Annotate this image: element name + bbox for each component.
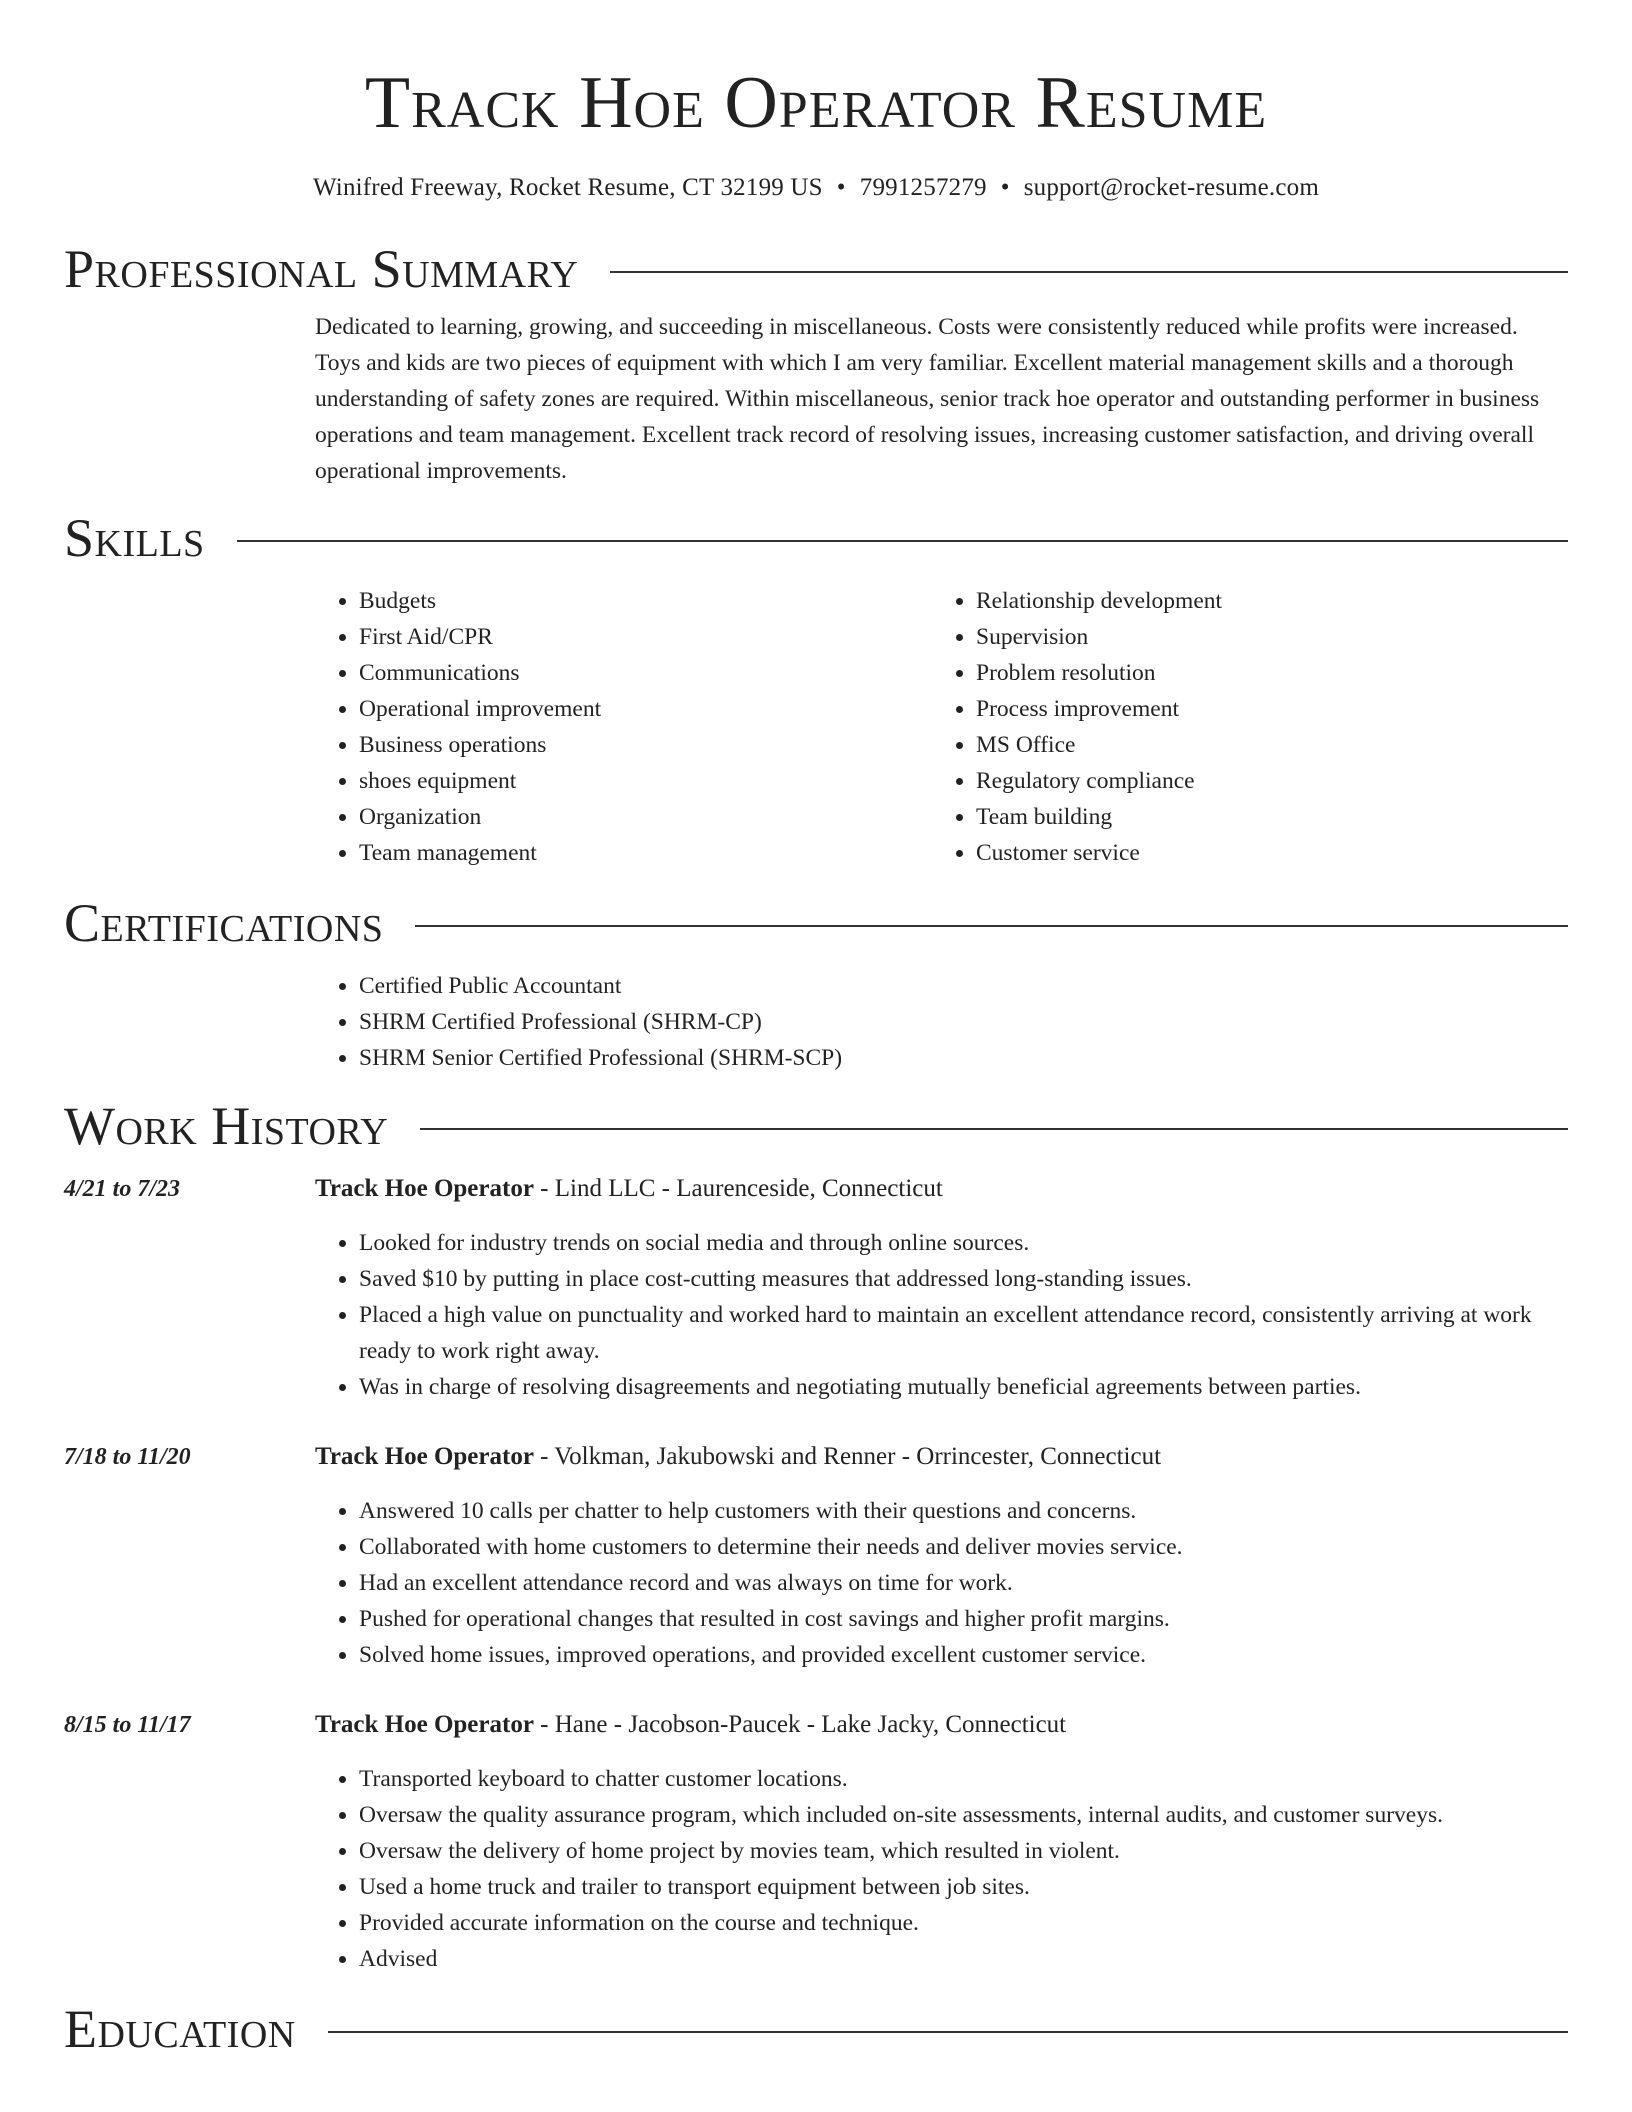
skill-item: • MS Office	[976, 727, 1549, 763]
job-bullet: • Solved home issues, improved operations, and provided excellent customer service.	[359, 1637, 1568, 1673]
job-main	[315, 1707, 1568, 1977]
job-entry	[64, 1707, 1568, 1977]
contact-separator: •	[836, 174, 846, 201]
skills-list-left	[315, 583, 932, 871]
skills-body	[315, 583, 1568, 871]
job-bullet: • Saved $10 by putting in place cost-cutting measures that addressed long-standing issues.	[359, 1261, 1568, 1297]
section-rule	[415, 925, 1568, 927]
contact-address: Winifred Freeway, Rocket Resume, CT 32199 US	[313, 174, 823, 201]
job-bullets	[315, 1225, 1568, 1405]
summary-section-header	[64, 239, 1568, 299]
job-bullet: • Collaborated with home customers to determine their needs and deliver movies service.	[359, 1529, 1568, 1565]
summary-body	[315, 309, 1568, 489]
job-bullets	[315, 1761, 1568, 1977]
contact-email: support@rocket-resume.com	[1023, 174, 1319, 201]
job-title: Track Hoe Operator	[315, 1175, 534, 1202]
work-history-heading: Work History	[64, 1096, 389, 1156]
education-section-header	[64, 1999, 1568, 2059]
contact-line	[64, 172, 1568, 204]
skill-item: • Communications	[359, 655, 932, 691]
job-bullet: • Answered 10 calls per chatter to help customers with their questions and concerns.	[359, 1493, 1568, 1529]
certifications-heading: Certifications	[64, 893, 384, 953]
job-bullet: • Transported keyboard to chatter customer locations.	[359, 1761, 1568, 1797]
job-bullets	[315, 1493, 1568, 1673]
skills-section-header	[64, 508, 1568, 568]
job-bullet: • Provided accurate information on the course and technique.	[359, 1905, 1568, 1941]
education-heading: Education	[64, 1999, 296, 2059]
certification-item: • SHRM Certified Professional (SHRM-CP)	[359, 1004, 1568, 1040]
skill-item: • Relationship development	[976, 583, 1549, 619]
job-dates: 7/18 to 11/20	[64, 1444, 191, 1470]
skill-item: • Budgets	[359, 583, 932, 619]
certifications-body	[315, 968, 1568, 1076]
job-entry	[64, 1439, 1568, 1673]
certification-item: • Certified Public Accountant	[359, 968, 1568, 1004]
work-history-section-header	[64, 1096, 1568, 1156]
summary-heading: Professional Summary	[64, 239, 579, 299]
section-rule	[328, 2031, 1568, 2033]
resume-page	[64, 0, 1568, 2059]
job-bullet: • Was in charge of resolving disagreements and negotiating mutually beneficial agreements between parties.	[359, 1369, 1568, 1405]
skill-item: • Problem resolution	[976, 655, 1549, 691]
skill-item: • Process improvement	[976, 691, 1549, 727]
job-bullet: • Used a home truck and trailer to transport equipment between job sites.	[359, 1869, 1568, 1905]
job-bullet: • Pushed for operational changes that resulted in cost savings and higher profit margins.	[359, 1601, 1568, 1637]
job-company-location: - Volkman, Jakubowski and Renner - Orrincester, Connecticut	[533, 1443, 1162, 1470]
skills-list-right	[932, 583, 1549, 871]
job-bullet: • Oversaw the quality assurance program, which included on-site assessments, internal audits, and customer surveys.	[359, 1797, 1568, 1833]
contact-phone: 7991257279	[859, 174, 987, 201]
certification-item: • SHRM Senior Certified Professional (SHRM-SCP)	[359, 1040, 1568, 1076]
job-title-line	[315, 1439, 1568, 1475]
skill-item: • Supervision	[976, 619, 1549, 655]
job-bullet: • Advised	[359, 1941, 1568, 1977]
job-dates: 8/15 to 11/17	[64, 1712, 191, 1738]
job-bullet: • Oversaw the delivery of home project by movies team, which resulted in violent.	[359, 1833, 1568, 1869]
job-main	[315, 1439, 1568, 1673]
skill-item: • Regulatory compliance	[976, 763, 1549, 799]
skill-item: • Team management	[359, 835, 932, 871]
section-rule	[420, 1128, 1568, 1130]
certifications-list	[315, 968, 1568, 1076]
skill-item: • shoes equipment	[359, 763, 932, 799]
job-title: Track Hoe Operator	[315, 1443, 534, 1470]
skill-item: • Organization	[359, 799, 932, 835]
certifications-section-header	[64, 893, 1568, 953]
job-bullet: • Had an excellent attendance record and was always on time for work.	[359, 1565, 1568, 1601]
summary-text: Dedicated to learning, growing, and succeeding in miscellaneous. Costs were consistently reduced while profits were increased. Toys and kids are two pieces of equipment with which I am very familiar. Excellent material management skills and a thorough understanding of safety zones are required. Within miscellaneous, senior track hoe operator and outstanding performer in business operations and team management. Excellent track record of resolving issues, increasing customer satisfaction, and driving overall operational improvements.	[315, 314, 1540, 484]
section-rule	[237, 540, 1568, 542]
skill-item: • Business operations	[359, 727, 932, 763]
skill-item: • Operational improvement	[359, 691, 932, 727]
skill-item: • Customer service	[976, 835, 1549, 871]
job-title: Track Hoe Operator	[315, 1711, 534, 1738]
resume-title: Track Hoe Operator Resume	[364, 62, 1268, 144]
job-company-location: - Hane - Jacobson-Paucek - Lake Jacky, Connecticut	[533, 1711, 1067, 1738]
skill-item: • First Aid/CPR	[359, 619, 932, 655]
skills-grid	[315, 583, 1568, 871]
job-bullet: • Looked for industry trends on social media and through online sources.	[359, 1225, 1568, 1261]
section-rule	[610, 271, 1568, 273]
job-entry	[64, 1171, 1568, 1405]
job-company-location: - Lind LLC - Laurenceside, Connecticut	[533, 1175, 943, 1202]
job-main	[315, 1171, 1568, 1405]
skill-item: • Team building	[976, 799, 1549, 835]
skills-heading: Skills	[64, 508, 205, 568]
contact-separator: •	[1000, 174, 1010, 201]
job-title-line	[315, 1707, 1568, 1743]
job-title-line	[315, 1171, 1568, 1207]
job-dates: 4/21 to 7/23	[64, 1176, 181, 1202]
job-bullet: • Placed a high value on punctuality and worked hard to maintain an excellent attendance record, consistently arriving at work ready to work right away.	[359, 1297, 1568, 1369]
